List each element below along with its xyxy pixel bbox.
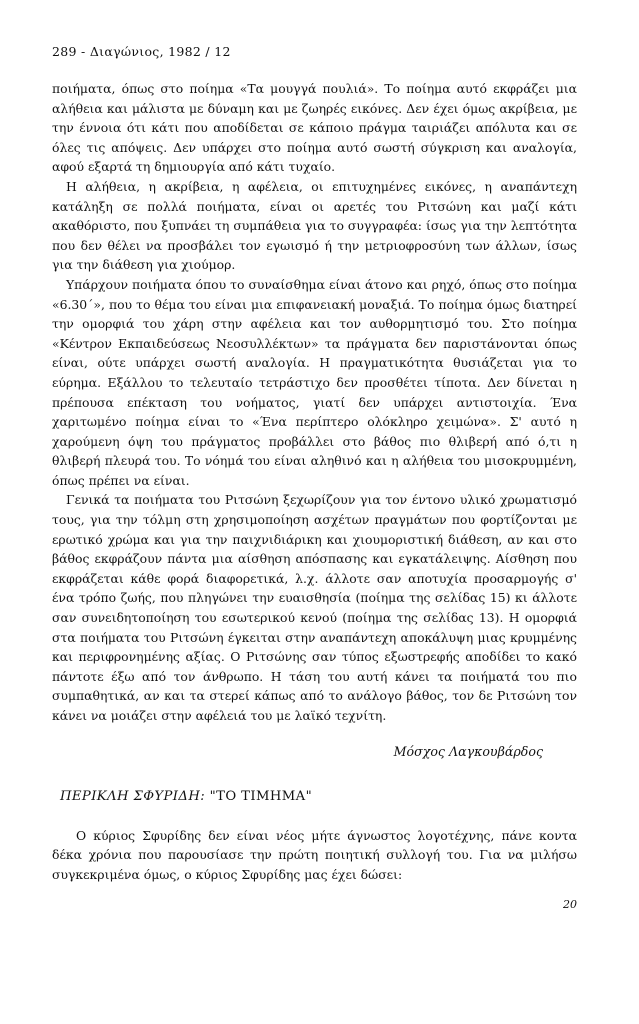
review-one-paragraph-3: Υπάρχουν ποιήματα όπου το συναίσθημα είναι άτονο και ρηχό, όπως στο ποίημα «6.30΄», που το θέμα του είναι μια επιφανειακή μοναξιά. Το ποίημα όμως διατηρεί την ομορφιά του χάρη στην αφέλεια και τον αυθορμητισμό του. Στο ποίημα «Κέντρον Εκπαιδεύσεως Νεοσυλλέκτων» τα πράγματα δεν παριστάνονται όπως είναι, ούτε υπάρχει σωστή αναλογία. Η πραγματικότητα θυσιάζεται για το εύρημα. Εξάλλου το τελευταίο τετράστιχο δεν προσθέτει τίποτα. Δεν δίνεται η πρέπουσα επέκταση του νοήματος, γιατί δεν υπάρχει αντιστοιχία. Ένα χαριτωμένο ποίημα είναι το «Ένα περίπτερο ολόκληρο χειμώνα». Σ' αυτό η χαρούμενη όψη του πράγματος προβάλλει στο βάθος πιο θλιβερή από ό,τι η θλιβερή πλευρά του. Το νόημά του είναι αληθινό και η αλήθεια του μισοκρυμμένη, όπως πρέπει να είναι.	[52, 276, 577, 488]
page-number: 20	[563, 898, 577, 911]
review-two-heading-title: "ΤΟ ΤΙΜΗΜΑ"	[209, 788, 313, 804]
review-one-signature: Μόσχος Λαγκουβάρδος	[393, 743, 543, 759]
running-head: 289 - Διαγώνιος, 1982 / 12	[52, 44, 231, 59]
review-one-body	[52, 79, 577, 726]
review-one-paragraph-4: Γενικά τα ποιήματα του Ριτσώνη ξεχωρίζουν για τον έντονο υλικό χρωματισμό τους, για την τόλμη στη χρησιμοποίηση ασχέτων πραγμάτων που φορτίζονται με ερωτικό χρώμα και για την παιχνιδιάρικη και χιουμοριστική διάθεση, αν και στο βάθος εκφράζουν πάντα μια αίσθηση απόσπασης και εγκατάλειψης. Αίσθηση που εκφράζεται κάθε φορά διαφορετικά, λ.χ. άλλοτε σαν αποτυχία προσαρμογής σ' ένα τρόπο ζωής, που πληγώνει την ευαισθησία (ποίημα της σελίδας 15) κι άλλοτε σαν συνειδητοποίηση του εσωτερικού κενού (ποίημα της σελίδας 13). Η ομορφιά στα ποιήματα του Ριτσώνη έγκειται στην αναπάντεχη αποκάλυψη μιας κρυμμένης και περιφρονημένης αξίας. Ο Ριτσώνης σαν τύπος εξωστρεφής αποδίδει το κακό πάντοτε έξω από τον άνθρωπο. Η τάση του αυτή κάνει τα ποιήματά του πιο συμπαθητικά, αν και τα στερεί κάπως από το ανάλογο βάθος, τον δε Ριτσώνη τον κάνει να μοιάζει στην αφέλειά του με λαϊκό τεχνίτη.	[52, 492, 577, 723]
review-one-paragraph-2: Η αλήθεια, η ακρίβεια, η αφέλεια, οι επιτυχημένες εικόνες, η αναπάντεχη κατάληξη σε πολλά ποιήματα, είναι οι αρετές του Ριτσώνη και μαζί κάτι ακαθόριστο, που ξυπνάει τη συμπάθεια για το συγγραφέα: ίσως για την λεπτότητα που δεν θέλει να προσβάλει τον εγωισμό ή την μετριοφροσύνη των άλλων, ίσως για την διάθεση για χιούμορ.	[52, 178, 577, 273]
review-one-paragraph-1: ποιήματα, όπως στο ποίημα «Τα μουγγά πουλιά». Το ποίημα αυτό εκφράζει μια αλήθεια και μάλιστα με δύναμη και με ζωηρές εικόνες. Δεν έχει όμως ακρίβεια, με την έννοια ότι κάτι που αποδίδεται σε κάποιο πράγμα ταιριάζει απόλυτα και σε όλες τις απόψεις. Δεν υπάρχει στο ποίημα αυτό σωστή σύγκριση και αναλογία, αφού εξαρτά τη δημιουργία από κάτι τυχαίο.	[52, 81, 577, 175]
review-two-body	[52, 826, 577, 885]
review-two-paragraph-1: Ο κύριος Σφυρίδης δεν είναι νέος μήτε άγνωστος λογοτέχνης, πάνε κοντα δέκα χρόνια που παρουσίασε την πρώτη ποιητική συλλογή του. Για να μιλήσω συγκεκριμένα όμως, ο κύριος Σφυρίδης μας έχει δώσει:	[52, 827, 577, 882]
review-two-heading	[60, 789, 577, 804]
review-two-heading-author: ΠΕΡΙΚΛΗ ΣΦΥΡΙΔΗ:	[60, 788, 206, 804]
